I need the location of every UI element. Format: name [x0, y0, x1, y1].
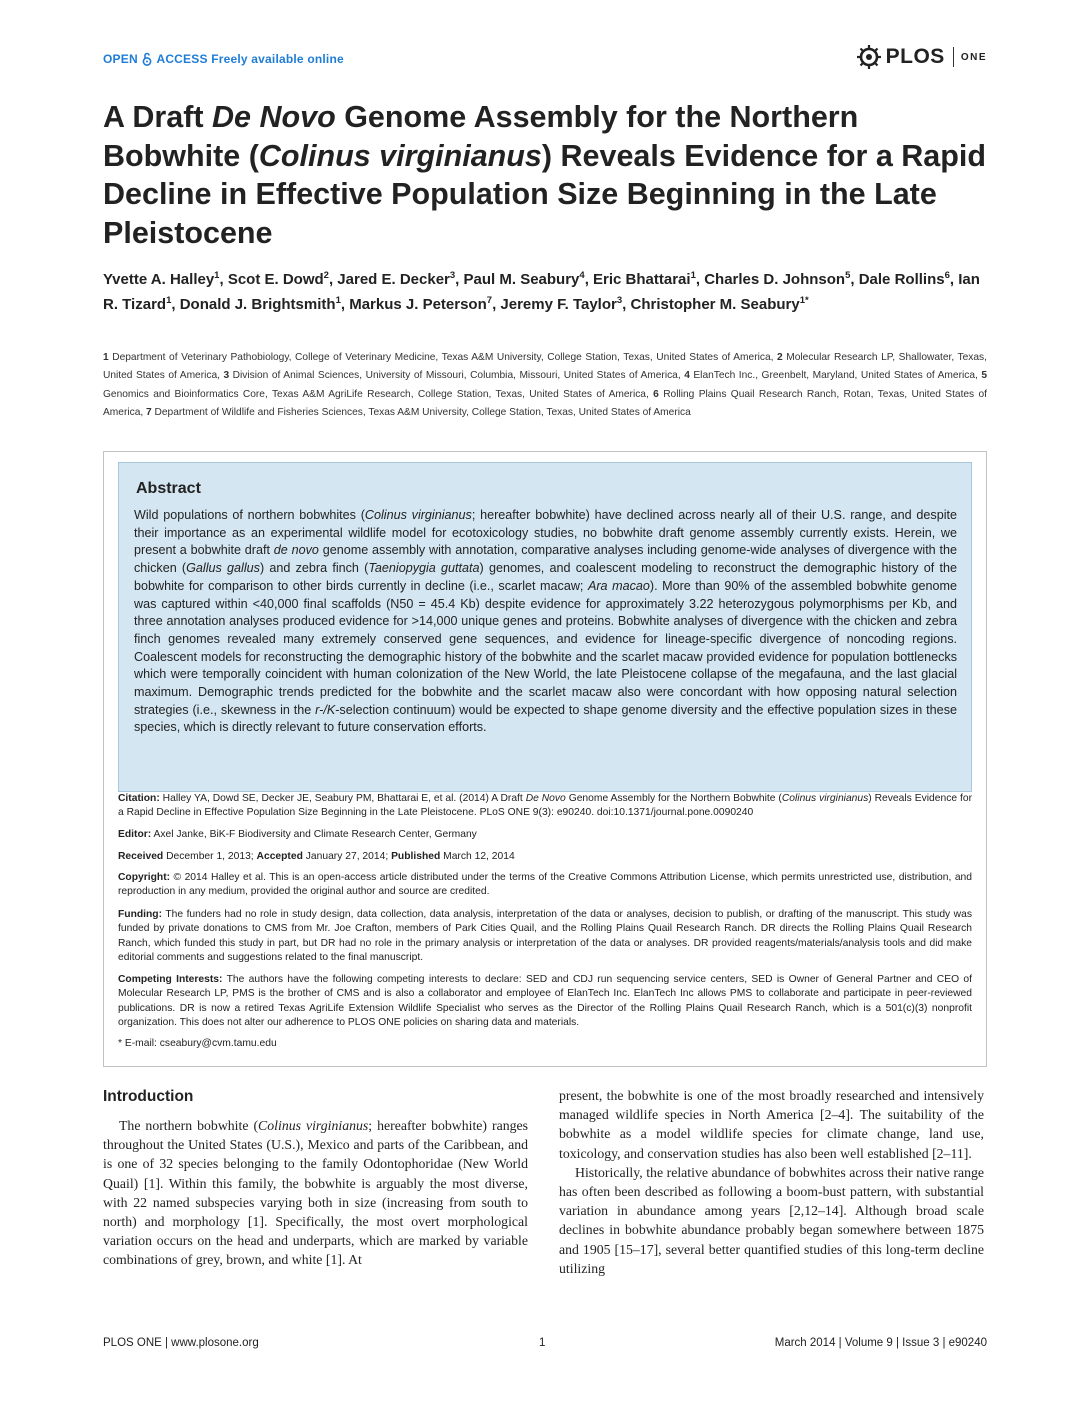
column-right	[559, 1086, 984, 1278]
author: Eric Bhattarai$^1$	[593, 270, 696, 288]
journal-name: ONE	[960, 51, 987, 63]
introduction-paragraph: present, the bobwhite is one of the most broadly researched and intensively managed wildlife species in North America [2–4]. The suitability of the bobwhite as a model wildlife species for climate change, land use, toxicology, and conservation studies has also been well established [2–11].	[559, 1088, 984, 1161]
dates: Received December 1, 2013; Accepted January 27, 2014; Published March 12, 2014	[118, 851, 515, 862]
author: Markus J. Peterson$^7$	[349, 294, 493, 313]
author: Scot E. Dowd$^2$	[227, 270, 329, 288]
page-number: 1	[539, 1337, 546, 1349]
introduction-heading: Introduction	[103, 1088, 194, 1105]
introduction-paragraph: The northern bobwhite (Colinus virginianus; hereafter bobwhite) ranges throughout the United States (U.S.), Mexico and parts of the Caribbean, and is one of 32 species belonging to the family Odontophoridae (New World Quail) [1]. Within this family, the bobwhite is arguably the most diverse, with 22 named subspecies varying both in size (increasing from south to north) and morphology [1]. Specifically, the most overt morphological variation occurs on the head and underparts, which are marked by variable combinations of grey, brown, and white [1]. At	[103, 1118, 528, 1268]
author: Yvette A. Halley$^1$	[103, 270, 220, 288]
column-left	[103, 1088, 528, 1270]
citation: Citation: Halley YA, Dowd SE, Decker JE, Seabury PM, Bhattarai E, et al. (2014) A Draft De Novo Genome Assembly for the Northern Bobwhite (Colinus virginianus) Reveals Evidence for a Rapid Decline in Effective Population Size Beginning in the Late Pleistocene. PLoS ONE 9(3): e90240. doi:10.1371/journal.pone.0090240	[118, 793, 972, 819]
article-title	[103, 98, 993, 252]
plos-logo-icon	[856, 44, 882, 70]
abstract-box	[118, 462, 972, 792]
abstract-text: Wild populations of northern bobwhites (Colinus virginianus; hereafter bobwhite) have declined across nearly all of their U.S. range, and despite their importance as an experimental wildlife model for ecotoxicology studies, no bobwhite draft genome assembly currently exists. Herein, we present a bobwhite draft de novo genome assembly with annotation, comparative analyses including genome-wide analyses of divergence with the chicken (Gallus gallus) and zebra finch (Taeniopygia guttata) genomes, and coalescent modeling to reconstruct the demographic history of the bobwhite for comparison to other birds currently in decline (i.e., scarlet macaw; Ara macao). More than 90% of the assembled bobwhite genome was captured within <40,000 final scaffolds (N50 = 45.4 Kb) despite evidence for approximately 3.22 heterozygous polymorphisms per Kb, and three annotation analyses produced evidence for >14,000 unique genes and proteins. Bobwhite analyses of divergence with the chicken and zebra finch genomes revealed many extremely conserved gene sequences, and evidence for lineage-specific divergence of noncoding regions. Coalescent models for reconstructing the demographic history of the bobwhite and the scarlet macaw provided evidence for population bottlenecks which were temporally coincident with human colonization of the New World, the late Pleistocene collapse of the megafauna, and the last glacial maximum. Demographic trends predicted for the bobwhite and the scarlet macaw also were concordant with how opposing natural selection strategies (i.e., skewness in the r-/K-selection continuum) would be expected to shape genome diversity and the effective population sizes in these species, which is directly relevant to future conservation efforts.	[134, 508, 957, 735]
title-text-2: Genome Assembly for the Northern Bobwhite (	[103, 100, 859, 173]
access-label: ACCESS	[156, 52, 208, 66]
footer-journal: PLOS ONE | www.plosone.org	[103, 1337, 259, 1349]
editor: Editor: Axel Janke, BiK-F Biodiversity and Climate Research Center, Germany	[118, 829, 477, 840]
introduction-paragraph: Historically, the relative abundance of bobwhites across their native range has often been described as following a boom-bust pattern, with substantial variation in abundance among years [2,12–14]. Although broad scale declines in bobwhite abundance probably began somewhere between 1875 and 1905 [15–17], several better quantified studies of this long-term decline utilizing	[559, 1164, 984, 1276]
title-text-1: A Draft	[103, 100, 213, 134]
corresponding-email: * E-mail: cseabury@cvm.tamu.edu	[118, 1038, 277, 1049]
title-text-3: ) Reveals Evidence for a Rapid Decline in Effective Population Size Beginning in the Late Pleistocene	[103, 138, 987, 250]
abstract-heading: Abstract	[136, 480, 201, 497]
title-italic-2: Colinus virginianus	[258, 138, 542, 173]
affiliations: 1 Department of Veterinary Pathobiology, College of Veterinary Medicine, Texas A&M University, College Station, Texas, United States of America, 2 Molecular Research LP, Shallowater, Texas, United States of America, 3 Division of Animal Sciences, University of Missouri, Columbia, Missouri, United States of America, 4 ElanTech Inc., Greenbelt, Maryland, United States of America, 5 Genomics and Bioinformatics Core, Texas A&M AgriLife Research, College Station, Texas, United States of America, 6 Rolling Plains Quail Research Ranch, Rotan, Texas, United States of America, 7 Department of Wildlife and Fisheries Sciences, Texas A&M University, College Station, Texas, United States of America	[103, 352, 988, 419]
open-label: OPEN	[103, 52, 138, 66]
author: Charles D. Johnson$^5$	[704, 270, 851, 288]
author: Dale Rollins$^6$	[858, 270, 950, 288]
plos-one-logo	[856, 44, 987, 70]
competing-interests: Competing Interests: The authors have the following competing interests to declare: SED and CDJ run sequencing service centers, SED is Owner of General Partner and CEO of Molecular Research LP, PMS is the brother of CMS and is also a collaborator and employee of ElanTech Inc. ElanTech Inc allows PMS to collaborate and participate in peer-reviewed publications. DR is now a retired Texas AgriLife Extension Wildlife Specialist who serves as the Director of the Rolling Plains Quail Research Ranch, which is a 501(c)(3) nonprofit organization. This does not alter our adherence to PLOS ONE policies on sharing data and materials.	[118, 974, 972, 1029]
author: Paul M. Seabury$^4$	[463, 270, 585, 288]
title-italic-1: De Novo	[212, 100, 336, 134]
journal-header	[103, 44, 987, 74]
footer-issue: March 2014 | Volume 9 | Issue 3 | e90240	[774, 1337, 987, 1349]
author: Donald J. Brightsmith$^1$	[179, 294, 341, 313]
funding: Funding: The funders had no role in study design, data collection, data analysis, interpretation of the data or analyses, decision to publish, or drafting of the manuscript. This study was funded by private donations to CMS from Mr. Joe Crafton, members of Park Cities Quail, and the Rolling Plains Quail Research Ranch. DR directs the Rolling Plains Quail Research Ranch, which funded this study in part, but DR had no role in the primary analysis or interpretation of the data or analyses. DR provided reagents/materials/analysis tools and did make editorial comments and suggestions related to the final manuscript.	[118, 909, 972, 964]
open-lock-icon	[142, 52, 152, 66]
copyright: Copyright: © 2014 Halley et al. This is an open-access article distributed under the terms of the Creative Commons Attribution License, which permits unrestricted use, distribution, and reproduction in any medium, provided the original author and source are credited.	[118, 872, 972, 898]
author: Christopher M. Seabury$^{1*}$	[630, 294, 809, 313]
logo-divider	[953, 47, 954, 67]
plos-brand: PLOS	[885, 45, 945, 68]
author: Jared E. Decker$^3$	[337, 270, 456, 288]
freely-available-label: Freely available online	[211, 52, 344, 66]
author: Jeremy F. Taylor$^3$	[500, 294, 623, 313]
author: Ian R. Tizard$^1$	[103, 271, 980, 313]
article-info-box	[103, 451, 987, 1067]
author-list: Yvette A. Halley$^1$, Scot E. Dowd$^2$, Jared E. Decker$^3$, Paul M. Seabury$^4$, Eric Bhattarai$^1$, Charles D. Johnson$^5$, Dale Rollins$^6$, Ian R. Tizard$^1$, Donald J. Brightsmith$^1$, Markus J. Peterson$^7$, Jeremy F. Taylor$^3$, Christopher M. Seabury$^{1*}$	[103, 270, 980, 313]
open-access-badge	[103, 52, 344, 66]
